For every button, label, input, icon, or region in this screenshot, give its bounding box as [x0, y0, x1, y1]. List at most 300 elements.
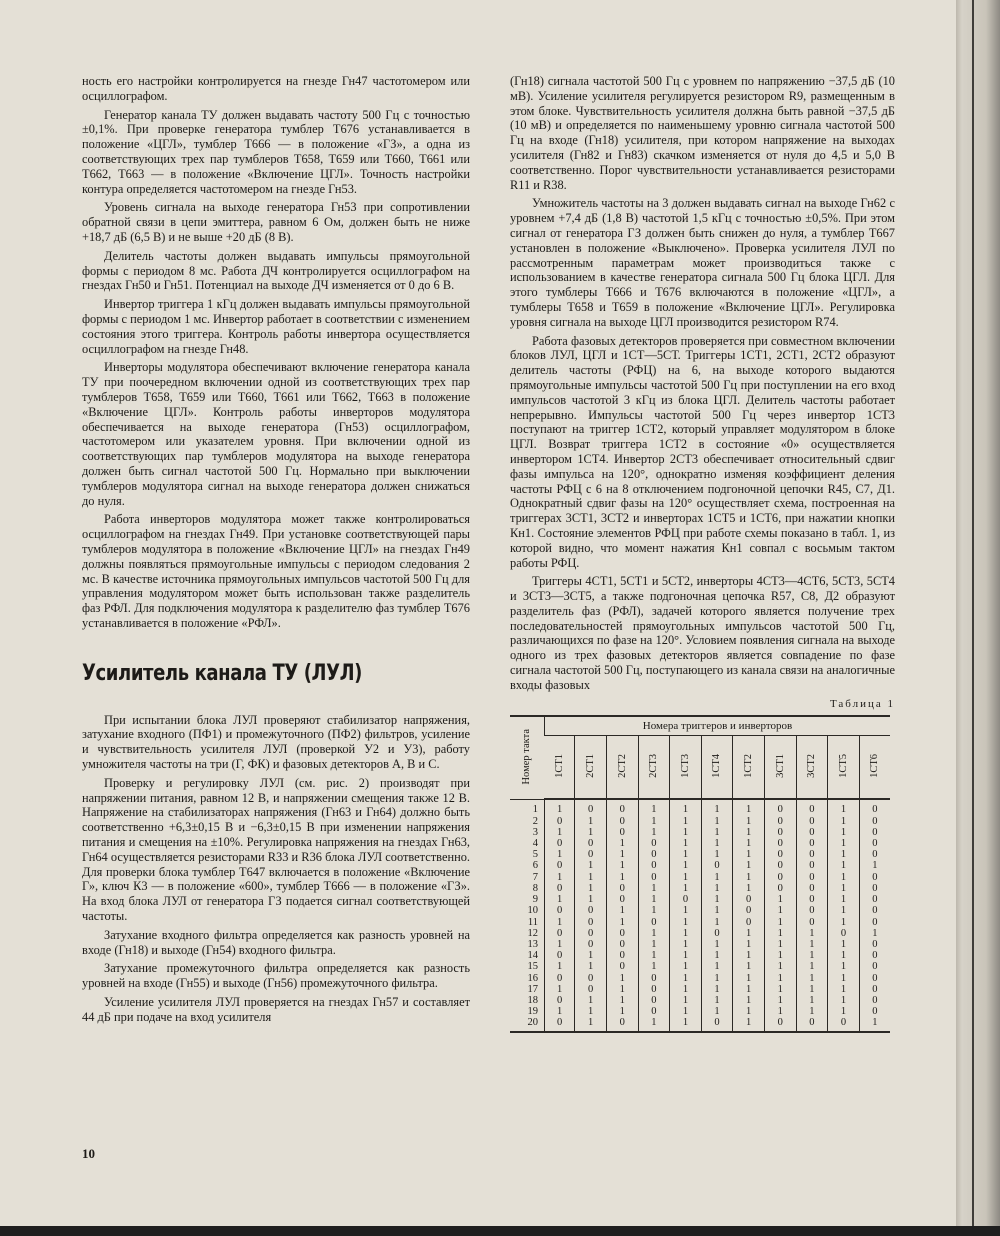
table-cell: 0 [545, 838, 575, 849]
row-number: 5 [532, 849, 538, 861]
table-cell: 0 [575, 838, 607, 849]
table-cell: 1 [828, 917, 860, 928]
table-cell: 0 [796, 917, 828, 928]
paragraph: Работа инверторов модулятора может также контролироваться осциллографом на гнездах Гн49. При установке соответствующей пары тумблеров модулятора в положение «Включение ЦГЛ» на гнездах Гн49 должны появляться прямоугольные импульсы с периодом следования 2 мс. В качестве источника прямоугольных импульсов частотой 500 Гц для управления модулятором может быть использован также разделитель фаз РФЛ. Для подключения модулятора к разделителю фаз тумблер Т676 устанавливается в положение «РФЛ». [82, 512, 470, 630]
table-cell: 0 [764, 799, 796, 815]
column-header [733, 736, 765, 800]
table-cell: 1 [606, 1006, 638, 1017]
table-cell: 0 [638, 973, 670, 984]
row-number: 15 [527, 961, 538, 973]
table-cell: 0 [638, 872, 670, 883]
table-cell: 1 [828, 849, 860, 860]
table-cell: 1 [733, 950, 765, 961]
table-cell: 1 [545, 827, 575, 838]
table-cell: 0 [638, 984, 670, 995]
table-cell: 1 [733, 838, 765, 849]
table-cell: 1 [701, 883, 733, 894]
table-cell: 0 [859, 905, 890, 916]
table-cell: 0 [828, 928, 860, 939]
table-cell: 0 [733, 905, 765, 916]
table-cell: 1 [701, 838, 733, 849]
table-cell: 1 [764, 961, 796, 972]
table-cell: 1 [701, 917, 733, 928]
table-cell: 0 [638, 1006, 670, 1017]
table-cell: 1 [670, 860, 702, 871]
column-header-label: 2СТ2 [616, 753, 628, 778]
column-header-label: 2СТ3 [648, 753, 660, 778]
page-number: 10 [82, 1146, 95, 1161]
table-cell: 0 [796, 816, 828, 827]
table-cell: 0 [859, 950, 890, 961]
table-cell: 0 [545, 973, 575, 984]
table-cell: 1 [670, 905, 702, 916]
table-cell: 0 [545, 950, 575, 961]
row-number: 13 [527, 938, 538, 950]
table-cell: 1 [638, 799, 670, 815]
table-cell: 0 [575, 799, 607, 815]
table-cell: 0 [606, 816, 638, 827]
table-cell: 0 [764, 872, 796, 883]
table-row [510, 883, 890, 894]
table-cell: 1 [764, 894, 796, 905]
column-header-label: 1СТ6 [869, 753, 881, 778]
binding-line [972, 0, 974, 1236]
paragraph: Триггеры 4СТ1, 5СТ1 и 5СТ2, инверторы 4СТ3—4СТ6, 5СТ3, 5СТ4 и 3СТ3—3СТ5, а также подгоночная цепочка R57, С8, Д2 образуют разделитель фаз (РФЛ), задачей которого является получение трех последовательностей прямоугольных импульсов частотой 500 Гц, различающихся по фазе на 120°. Условием появления сигнала на выходе одного из трех фазовых детекторов является совпадение по фазе сигнала частотой 500 Гц, поступающего из канала связи на аналогичные входы фазовых [510, 574, 895, 692]
table-cell: 1 [733, 872, 765, 883]
table-cell: 1 [575, 883, 607, 894]
table-cell: 1 [670, 1006, 702, 1017]
table-cell: 1 [733, 799, 765, 815]
paragraph: Затухание входного фильтра определяется как разность уровней на входе (Гн18) и выходе (Гн54) входного фильтра. [82, 927, 470, 957]
table-cell: 1 [670, 961, 702, 972]
table-cell: 1 [606, 984, 638, 995]
table-row [510, 799, 890, 815]
table-cell: 0 [606, 950, 638, 961]
table-cell: 0 [859, 995, 890, 1006]
table-cell: 1 [828, 860, 860, 871]
column-header-label: 1СТ3 [679, 753, 691, 778]
column-header-label: 1СТ4 [711, 753, 723, 778]
paragraph: Умножитель частоты на 3 должен выдавать сигнал на выходе Гн62 с уровнем +7,4 дБ (1,8 В) частотой 1,5 кГц с точностью ±0,5%. При этом сигнал от генератора ГЗ должен быть снижен до нуля, а тумблер Т667 установлен в положение «Выключено». Проверка усилителя ЛУЛ по рассмотренным параметрам может производиться также с использованием в качестве генератора сигнала 500 Гц блока ЦГЛ. Для этого тумблеры Т666 и Т676 включаются в положение «ЦГЛ», а тумблеры Т658 и Т659 в положение «Включение ЦГЛ». Регулировка уровня сигнала на выходе ЦГЛ производится резистором R74. [510, 196, 895, 329]
table-cell: 1 [733, 973, 765, 984]
table-cell: 1 [606, 905, 638, 916]
paragraph: Усиление усилителя ЛУЛ проверяется на гнездах Гн57 и составляет 44 дБ при подаче на вход усилителя [82, 995, 470, 1024]
table-cell: 1 [638, 928, 670, 939]
table-cell: 0 [638, 838, 670, 849]
row-number: 12 [527, 927, 538, 939]
table-cell: 1 [764, 984, 796, 995]
table-cell: 1 [575, 995, 607, 1006]
table-cell: 1 [828, 827, 860, 838]
table-cell: 0 [859, 961, 890, 972]
table-cell: 1 [828, 905, 860, 916]
table-cell: 1 [670, 883, 702, 894]
table-cell: 0 [796, 838, 828, 849]
table-cell: 1 [545, 1006, 575, 1017]
paragraph: Инверторы модулятора обеспечивают включение генератора канала ТУ при поочередном включении одной из соответствующих трех пар тумблеров Т658, Т659 или Т660, Т661 или Т662, Т663 в положение «Включение ЦГЛ». Контроль работы инверторов модулятора обеспечивается на выходе генератора (Гн53) осциллографом, частотомером или указателем уровня. При включении одной из соответствующих пар тумблеров модулятора на выходе генератора должен быть сигнал частотой 500 Гц. Нормально при выключении тумблеров модулятора сигнал на выходе генератора должен снижаться до нуля. [82, 360, 470, 508]
table-cell: 1 [575, 1017, 607, 1031]
table-cell: 0 [764, 1017, 796, 1031]
table-cell: 1 [575, 961, 607, 972]
row-number: 8 [532, 882, 538, 894]
table-cell: 0 [701, 928, 733, 939]
column-header-label: 2СТ1 [585, 753, 597, 778]
table-cell: 0 [545, 928, 575, 939]
table-cell: 1 [828, 894, 860, 905]
table-cell: 1 [796, 984, 828, 995]
table-cell: 1 [606, 995, 638, 1006]
table-cell: 1 [670, 950, 702, 961]
table-cell: 1 [670, 816, 702, 827]
table-cell: 1 [606, 872, 638, 883]
paragraph: Инвертор триггера 1 кГц должен выдавать импульсы прямоугольной формы с периодом 1 мс. Инвертор работает в соответствии с изменением состояния этого триггера. Контроль работы инвертора осуществляется осциллографом на гнезде Гн48. [82, 297, 470, 356]
table-cell: 1 [796, 928, 828, 939]
table-cell: 1 [670, 827, 702, 838]
scan-border [0, 1226, 1000, 1236]
paragraph: Уровень сигнала на выходе генератора Гн53 при сопротивлении обратной связи в цепи эмиттера, равном 6 Ом, должен быть не ниже +18,7 дБ (6,5 В) и не выше +20 дБ (8 В). [82, 200, 470, 244]
table-cell: 1 [545, 939, 575, 950]
table-row [510, 973, 890, 984]
table-cell: 0 [701, 1017, 733, 1031]
table-cell: 1 [733, 928, 765, 939]
table-row [510, 1017, 890, 1031]
paragraph: Затухание промежуточного фильтра определяется как разность уровней на входе (Гн55) и выходе (Гн56) промежуточного фильтра. [82, 961, 470, 991]
row-number: 9 [532, 894, 538, 906]
table-cell: 0 [859, 939, 890, 950]
table-row [510, 816, 890, 827]
column-header [859, 736, 890, 800]
table-cell: 0 [859, 849, 890, 860]
table-cell: 1 [701, 799, 733, 815]
paragraph: Делитель частоты должен выдавать импульсы прямоугольной формы с периодом 8 мс. Работа ДЧ контролируется осциллографом на гнездах Гн50 и Гн51. Потенциал на выходе ДЧ изменяется от 0 до 6 В. [82, 248, 470, 293]
table-cell: 1 [701, 905, 733, 916]
table-cell: 1 [545, 917, 575, 928]
paragraph: Работа фазовых детекторов проверяется при совместном включении блоков ЛУЛ, ЦГЛ и 1СТ—5СТ. Триггеры 1СТ1, 2СТ1, 2СТ2 образуют делитель частоты (РФЦ) на 6, на выходе которого выдаются прямоугольные импульсы частотой 500 Гц при поступлении на его вход импульсов частотой 3 кГц из блока ЦГЛ. Делитель частоты работает непрерывно. Импульсы частотой 500 Гц через инвертор 1СТ3 поступают на триггер 1СТ2, который управляет модулятором в блоке ЦГЛ. Возврат триггера 1СТ2 в состояние «0» осуществляется инвертором 1СТ4. Инвертор 2СТ3 обеспечивает относительный сдвиг фазы импульса на 120°, однократно изменяя коэффициент деления частоты РФЦ с 6 на 8 отключением подгоночной цепочки R45, С7, Д1. Однократный сдвиг фазы на 120° осуществляет схема, построенная на триггерах 3СТ1, 3СТ2 и инверторах 1СТ5 и 1СТ6, при нажатии кнопки Кн1. Состояние элементов РФЦ при работе схемы показано в табл. 1, из которой видно, что момент нажатия Кн1 совпал с восьмым тактом работы РФЦ. [510, 333, 895, 570]
table-cell: 1 [606, 917, 638, 928]
table-cell: 1 [545, 849, 575, 860]
table-cell: 1 [701, 872, 733, 883]
table-cell: 1 [828, 799, 860, 815]
table-cell: 1 [828, 961, 860, 972]
table-cell: 0 [545, 905, 575, 916]
row-number: 7 [532, 871, 538, 883]
table-cell: 1 [701, 973, 733, 984]
table-cell: 0 [606, 894, 638, 905]
table-cell: 1 [670, 849, 702, 860]
table-cell: 1 [670, 799, 702, 815]
row-number: 19 [527, 1006, 538, 1018]
row-number: 6 [532, 860, 538, 872]
table-cell: 1 [575, 860, 607, 871]
table-row [510, 1006, 890, 1017]
table-cell: 0 [638, 917, 670, 928]
section-heading: Усилитель канала ТУ (ЛУЛ) [82, 660, 363, 686]
paragraph: Генератор канала ТУ должен выдавать частоту 500 Гц с точностью ±0,1%. При проверке генератора тумблер Т676 устанавливается в положение «ЦГЛ», тумблер Т666 — в положение «ГЗ», а одна из соответствующих трех пар тумблеров Т658, Т659 или Т660, Т661 или Т662, Т663 — в положение «Включение ЦГЛ». Точность настройки контура определяется частотомером на гнезде Гн53. [82, 107, 470, 196]
table-cell: 0 [545, 883, 575, 894]
left-column [82, 74, 470, 1029]
table-cell: 0 [859, 872, 890, 883]
row-number: 16 [527, 972, 538, 984]
table-cell: 0 [575, 849, 607, 860]
table-cell: 1 [764, 995, 796, 1006]
table-cell: 0 [796, 799, 828, 815]
table-cell: 1 [733, 849, 765, 860]
table-cell: 1 [701, 950, 733, 961]
table-cell: 1 [670, 984, 702, 995]
table-cell: 0 [606, 939, 638, 950]
column-header [606, 736, 638, 800]
table-cell: 1 [828, 950, 860, 961]
table-cell: 1 [545, 961, 575, 972]
table-cell: 1 [828, 838, 860, 849]
table-cell: 1 [733, 827, 765, 838]
table-cell: 1 [764, 928, 796, 939]
table-cell: 1 [606, 860, 638, 871]
column-header-label: 3СТ2 [806, 753, 818, 778]
table-cell: 0 [606, 1017, 638, 1031]
table-cell: 1 [606, 973, 638, 984]
column-header [545, 736, 575, 800]
table-cell: 1 [701, 827, 733, 838]
table-cell: 0 [701, 860, 733, 871]
table-cell: 1 [670, 973, 702, 984]
table-cell: 0 [796, 1017, 828, 1031]
row-number: 10 [527, 905, 538, 917]
table-row [510, 950, 890, 961]
table-cell: 1 [545, 799, 575, 815]
column-header [670, 736, 702, 800]
table-cell: 0 [859, 799, 890, 815]
table-cell: 1 [701, 849, 733, 860]
table-row [510, 917, 890, 928]
table-cell: 1 [764, 917, 796, 928]
table-cell: 1 [733, 816, 765, 827]
table-cell: 1 [575, 827, 607, 838]
column-header-label: 3СТ1 [774, 753, 786, 778]
table-cell: 1 [828, 1006, 860, 1017]
table-cell: 0 [859, 984, 890, 995]
table-row [510, 905, 890, 916]
table-row [510, 995, 890, 1006]
table-cell: 1 [701, 995, 733, 1006]
table-cell: 1 [575, 872, 607, 883]
page-edge [956, 0, 1000, 1236]
table-cell: 1 [828, 939, 860, 950]
table-cell: 1 [638, 816, 670, 827]
table-cell: 1 [670, 995, 702, 1006]
table-cell: 1 [796, 939, 828, 950]
table-cell: 1 [670, 928, 702, 939]
table-cell: 1 [670, 872, 702, 883]
table-cell: 1 [638, 827, 670, 838]
table-cell: 0 [606, 928, 638, 939]
table-cell: 1 [733, 1006, 765, 1017]
table-cell: 1 [545, 894, 575, 905]
column-header [638, 736, 670, 800]
table-cell: 1 [859, 1017, 890, 1031]
row-number: 18 [527, 994, 538, 1006]
table-cell: 1 [796, 995, 828, 1006]
table-cell: 0 [828, 1017, 860, 1031]
table-cell: 1 [670, 939, 702, 950]
table-cell: 0 [796, 905, 828, 916]
table-cell: 1 [828, 995, 860, 1006]
table-cell: 1 [638, 894, 670, 905]
table-cell: 0 [638, 995, 670, 1006]
table-cell: 1 [606, 849, 638, 860]
table-cell: 0 [545, 860, 575, 871]
table-cell: 1 [701, 939, 733, 950]
table-cell: 1 [733, 883, 765, 894]
table-cell: 1 [828, 883, 860, 894]
table-cell: 0 [764, 849, 796, 860]
table-cell: 1 [638, 883, 670, 894]
paragraph: При испытании блока ЛУЛ проверяют стабилизатор напряжения, затухание входного (ПФ1) и промежуточного (ПФ2) фильтров, усиление и чувствительность усилителя ЛУЛ (проверкой У2 и У3), работу умножителя частоты на три (Г, ФК) и фазовых детекторов А, В и С. [82, 712, 470, 772]
table-cell: 0 [575, 928, 607, 939]
table-cell: 0 [796, 849, 828, 860]
table-cell: 0 [638, 860, 670, 871]
paragraph: Проверку и регулировку ЛУЛ (см. рис. 2) производят при напряжении питания, равном 12 В, и напряжении смещения также 12 В. Напряжение на стабилизаторах напряжения (Гн63 и Гн64) должно быть соответственно +6,3±0,15 В и −6,3±0,15 В при изменении напряжения питания и смещения на ±10%. Регулировка напряжения на гнездах Гн63, Гн64 осуществляется резисторами R33 и R36 блока ЛУЛ соответственно. Для проверки блока тумблер Т647 включается в положение «Включение Г», ключ К3 — в положение «600», тумблер Т666 — в положение «ГЗ». На вход блока ЛУЛ от генератора ГЗ подается сигнал соответствующей частоты. [82, 775, 470, 924]
table-cell: 1 [796, 1006, 828, 1017]
table-cell: 0 [859, 917, 890, 928]
table-cell: 1 [764, 973, 796, 984]
row-number: 11 [527, 916, 538, 928]
table-row [510, 961, 890, 972]
row-header-label: Номер такта [521, 728, 533, 785]
table-cell: 0 [606, 799, 638, 815]
table-cell: 1 [638, 950, 670, 961]
table-cell: 0 [859, 1006, 890, 1017]
table-cell: 0 [545, 816, 575, 827]
table-cell: 0 [606, 961, 638, 972]
column-header-label: 1СТ2 [743, 753, 755, 778]
table-cell: 1 [796, 961, 828, 972]
table-caption: Таблица 1 [829, 697, 895, 710]
table-cell: 0 [859, 816, 890, 827]
table-cell: 1 [638, 961, 670, 972]
table-cell: 1 [606, 838, 638, 849]
row-number: 14 [527, 950, 538, 962]
column-header-row [510, 736, 890, 800]
table-cell: 0 [796, 883, 828, 894]
table-cell: 1 [701, 961, 733, 972]
row-header-cell [510, 716, 545, 799]
column-header-label: 1СТ5 [837, 753, 849, 778]
row-number: 2 [532, 815, 538, 827]
table-cell: 1 [575, 894, 607, 905]
table-cell: 0 [545, 995, 575, 1006]
table-cell: 1 [701, 816, 733, 827]
row-number: 3 [532, 826, 538, 838]
table-cell: 1 [828, 973, 860, 984]
table-cell: 1 [796, 950, 828, 961]
table-cell: 0 [575, 939, 607, 950]
table-cell: 1 [733, 860, 765, 871]
table-cell: 0 [764, 883, 796, 894]
table-body [510, 799, 890, 1031]
column-header [575, 736, 607, 800]
table-cell: 1 [859, 928, 890, 939]
table-cell: 1 [670, 1017, 702, 1031]
table-cell: 0 [859, 894, 890, 905]
column-header [764, 736, 796, 800]
table-cell: 0 [859, 838, 890, 849]
table-row [510, 872, 890, 883]
table-cell: 1 [764, 905, 796, 916]
table-cell: 1 [828, 816, 860, 827]
row-number: 17 [527, 983, 538, 995]
table-cell: 1 [638, 939, 670, 950]
table-row [510, 939, 890, 950]
table-cell: 0 [859, 827, 890, 838]
right-column [510, 74, 895, 1033]
table-cell: 1 [670, 838, 702, 849]
table-cell: 1 [733, 961, 765, 972]
table-cell: 0 [764, 860, 796, 871]
table-cell: 0 [575, 917, 607, 928]
table-cell: 0 [764, 816, 796, 827]
table-cell: 1 [575, 1006, 607, 1017]
row-number: 20 [510, 1017, 545, 1031]
table-cell: 1 [796, 973, 828, 984]
table-cell: 1 [701, 1006, 733, 1017]
table-row [510, 928, 890, 939]
row-number: 1 [532, 804, 538, 816]
paragraph: (Гн18) сигнала частотой 500 Гц с уровнем по напряжению −37,5 дБ (10 мВ). Усиление усилителя регулируется резистором R9, размещенным в этом блоке. Чувствительность усилителя должна быть равной −37,5 дБ (10 мВ) и определяется по наименьшему уровню сигнала частотой 500 Гц на входе (Гн18) усилителя, при котором напряжение на выходах усилителя (Гн82 и Гн83) скачком изменяется от нуля до 4,5 и 5,0 В соответственно. Порог чувствительности устанавливается резисторами R11 и R38. [510, 74, 895, 192]
table-cell: 0 [764, 827, 796, 838]
table-cell: 1 [733, 1017, 765, 1031]
table-cell: 0 [575, 984, 607, 995]
table-cell: 1 [764, 1006, 796, 1017]
paragraph: ность его настройки контролируется на гнезде Гн47 частотомером или осциллографом. [82, 74, 470, 103]
table-cell: 1 [545, 872, 575, 883]
table-cell: 0 [859, 883, 890, 894]
table-cell: 0 [545, 1017, 575, 1031]
table-cell: 1 [733, 995, 765, 1006]
table-cell: 0 [733, 894, 765, 905]
table-cell: 1 [545, 984, 575, 995]
table-cell: 0 [859, 973, 890, 984]
table-row [510, 894, 890, 905]
table-cell: 0 [796, 827, 828, 838]
table-cell: 1 [670, 917, 702, 928]
table-cell: 0 [575, 973, 607, 984]
table-cell: 1 [828, 984, 860, 995]
table-cell: 1 [638, 905, 670, 916]
table-cell: 1 [575, 950, 607, 961]
table-cell: 0 [670, 894, 702, 905]
table-cell: 0 [575, 905, 607, 916]
group-header: Номера триггеров и инверторов [545, 716, 891, 736]
table-cell: 1 [764, 950, 796, 961]
row-number: 4 [532, 838, 538, 850]
table-cell: 0 [764, 838, 796, 849]
table-row [510, 984, 890, 995]
table-cell: 1 [859, 860, 890, 871]
column-header [796, 736, 828, 800]
table-cell: 1 [701, 894, 733, 905]
table-cell: 1 [733, 984, 765, 995]
table-cell: 0 [796, 872, 828, 883]
table-cell: 1 [828, 872, 860, 883]
table-cell: 1 [733, 939, 765, 950]
table-row [510, 849, 890, 860]
table-cell: 0 [796, 860, 828, 871]
table-cell: 0 [796, 894, 828, 905]
column-header [701, 736, 733, 800]
table-cell: 1 [638, 1017, 670, 1031]
table-cell: 0 [606, 827, 638, 838]
